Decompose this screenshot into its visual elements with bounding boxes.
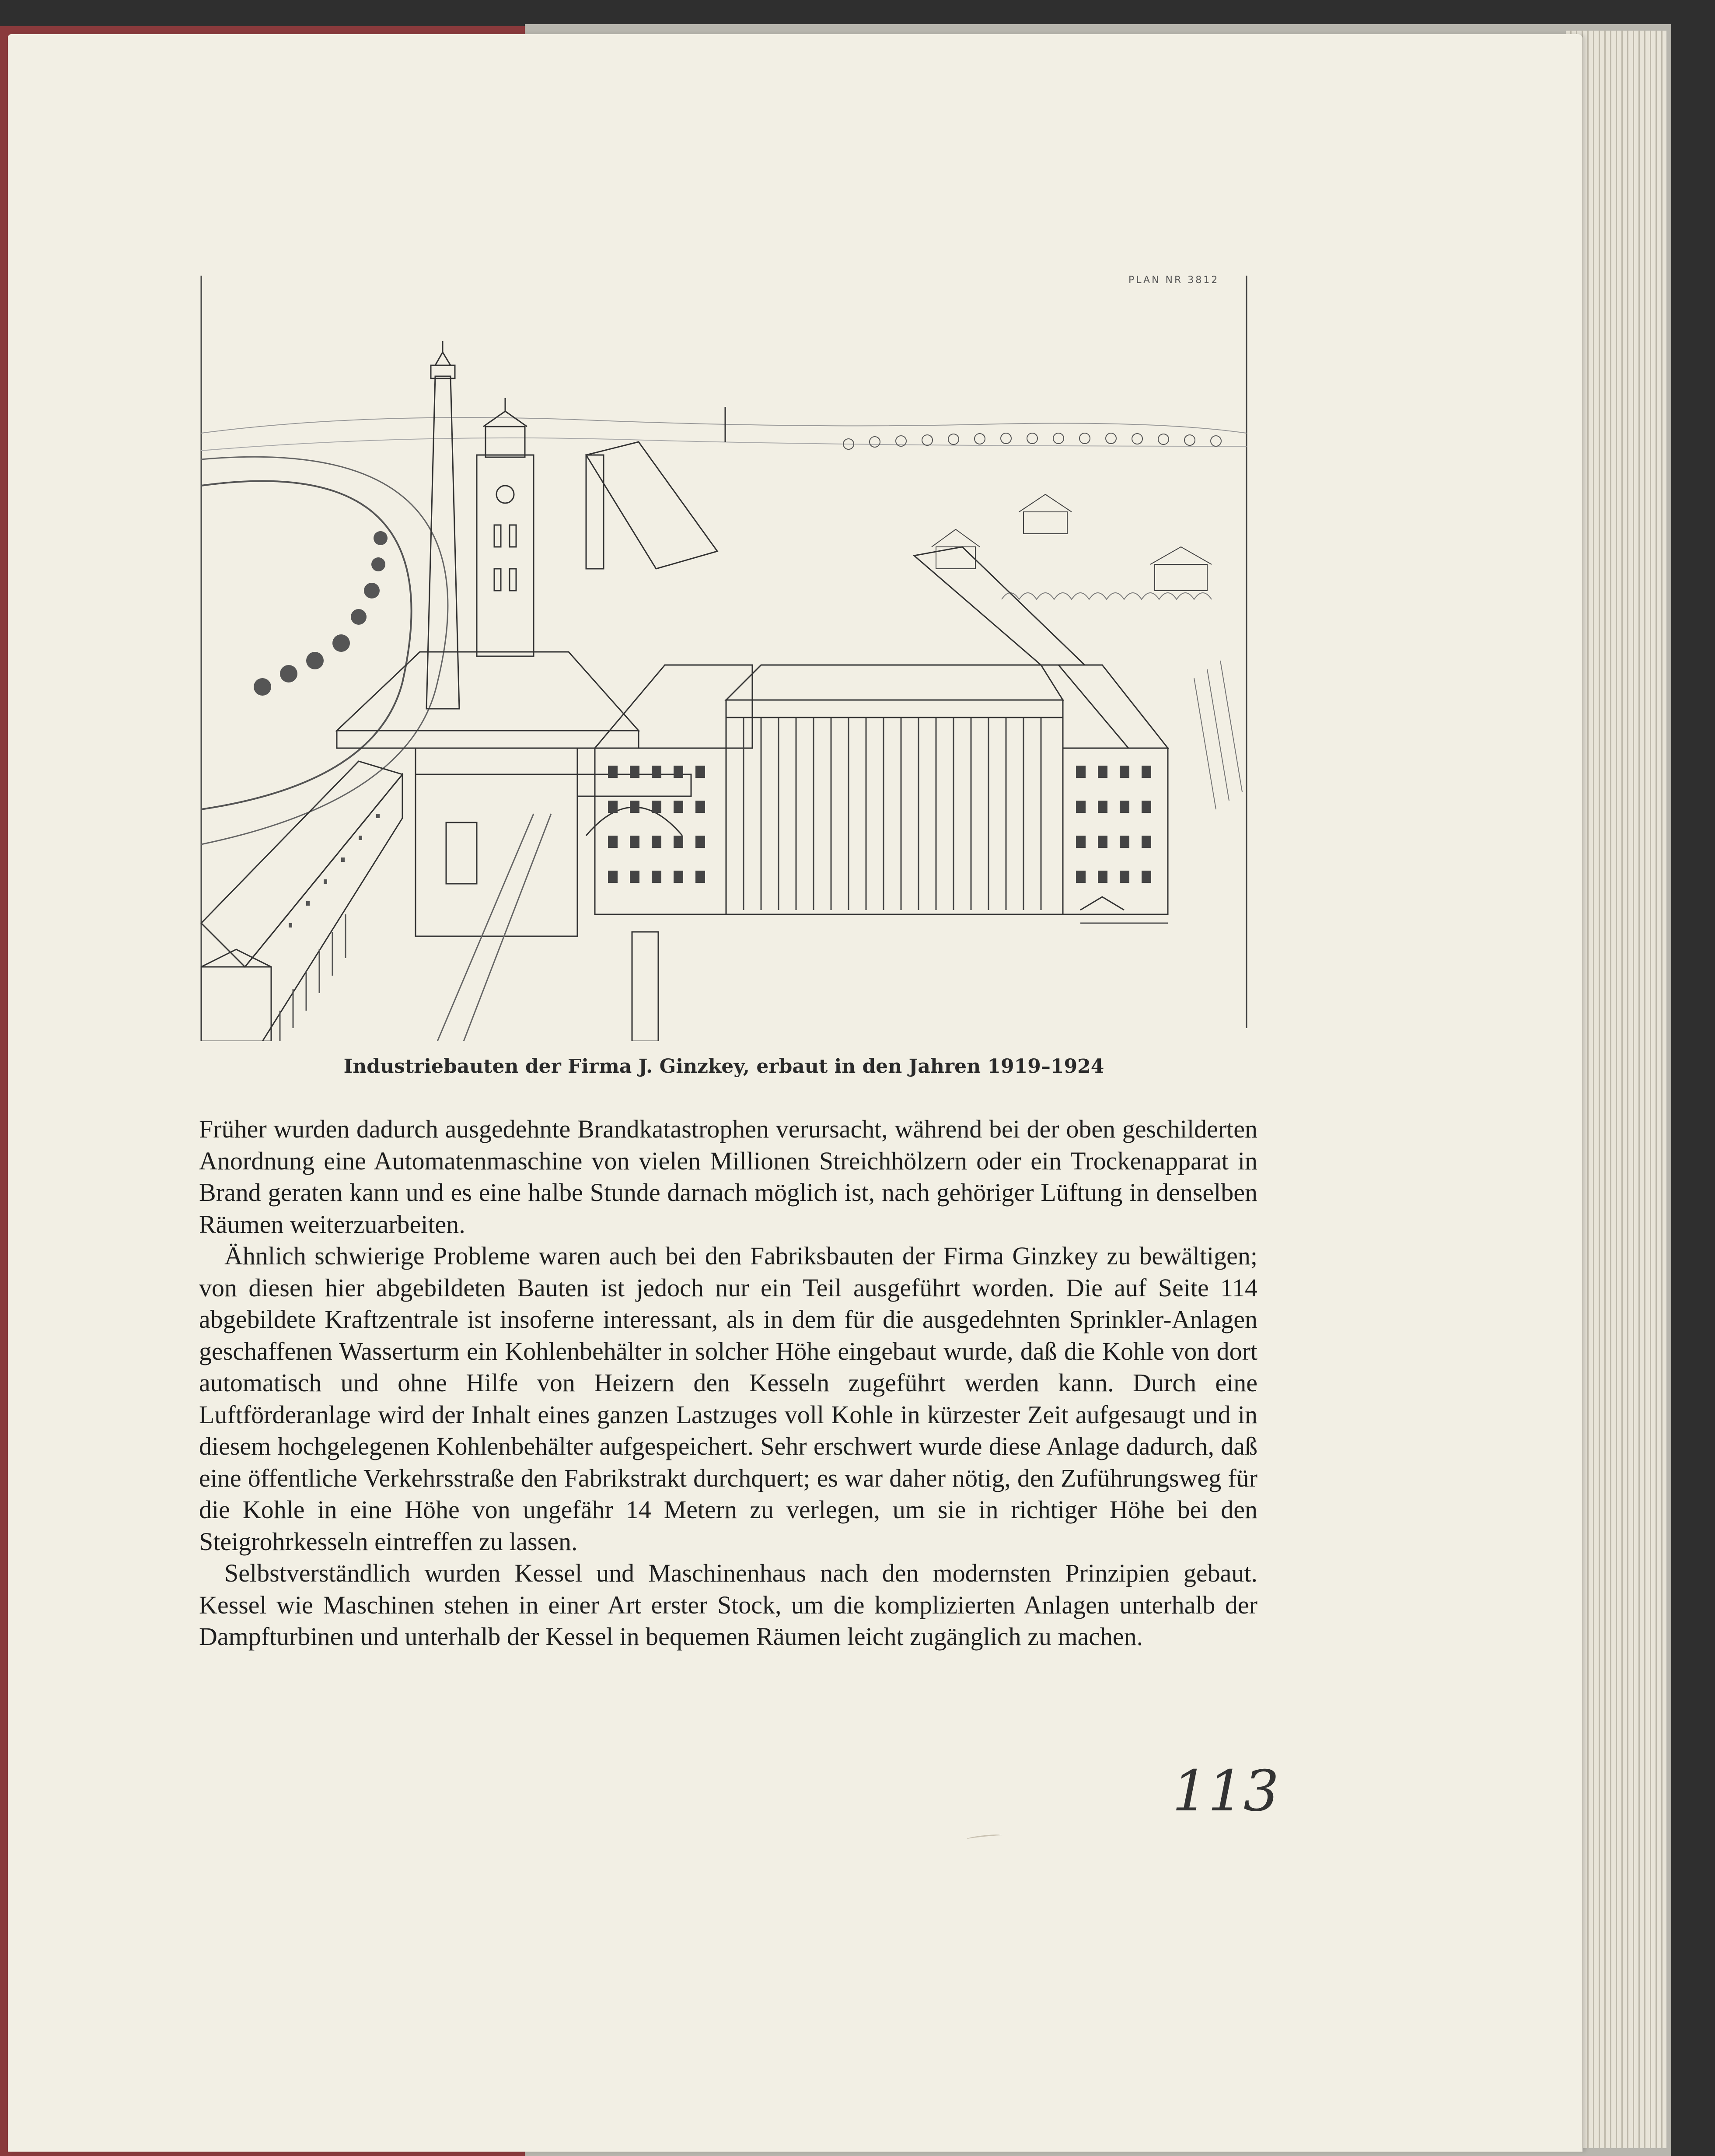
page-number: 113 [1172, 1759, 1279, 1824]
body-text [199, 1113, 1257, 1653]
figure-caption: Industriebauten der Firma J. Ginzkey, erbaut in den Jahren 1919–1924 [343, 1055, 1104, 1078]
plan-number-label: PLAN NR 3812 [1128, 275, 1219, 286]
paragraph-1: Früher wurden dadurch ausgedehnte Brandkatastrophen verursacht, während bei der oben geschilderten Anordnung eine Automatenmaschine von vielen Millionen Streichhölzern oder ein Trockenapparat in Brand geraten kann und es eine halbe Stunde darnach möglich ist, nach gehöriger Lüftung in denselben Räumen weiterzuarbeiten. [199, 1115, 1257, 1239]
factory-illustration [192, 267, 1255, 1041]
paragraph-3: Selbstverständlich wurden Kessel und Maschinenhaus nach den modernsten Prinzipien gebaut. Kessel wie Maschinen stehen in einer Art erster Stock, um die komplizierten Anlagen unterhalb der Dampfturbinen und unterhalb der Kessel in bequemen Räumen leicht zugänglich zu machen. [199, 1559, 1257, 1651]
paragraph-2: Ähnlich schwierige Probleme waren auch bei den Fabriksbauten der Firma Ginzkey zu bewältigen; von diesen hier abgebildeten Bauten ist jedoch nur ein Teil ausgeführt worden. Die auf Seite 114 abgebildete Kraftzentrale ist insoferne interessant, als in dem für die ausgedehnten Sprinkler-Anlagen geschaffenen Wasserturm ein Kohlenbehälter in solcher Höhe eingebaut wurde, daß die Kohle von dort automatisch und ohne Hilfe von Heizern den Kesseln zugeführt werden kann. Durch eine Luftförderanlage wird der Inhalt eines ganzen Lastzuges voll Kohle in kürzester Zeit aufgesaugt und in diesem hochgelegenen Kohlenbehälter aufgespeichert. Sehr erschwert wurde diese Anlage dadurch, daß eine öffentliche Verkehrsstraße den Fabrikstrakt durchquert; es war daher nötig, den Zuführungsweg für die Kohle in eine Höhe von ungefähr 14 Metern zu verlegen, um sie in richtiger Höhe bei den Steigrohrkesseln eintreffen zu lassen. [199, 1242, 1257, 1556]
